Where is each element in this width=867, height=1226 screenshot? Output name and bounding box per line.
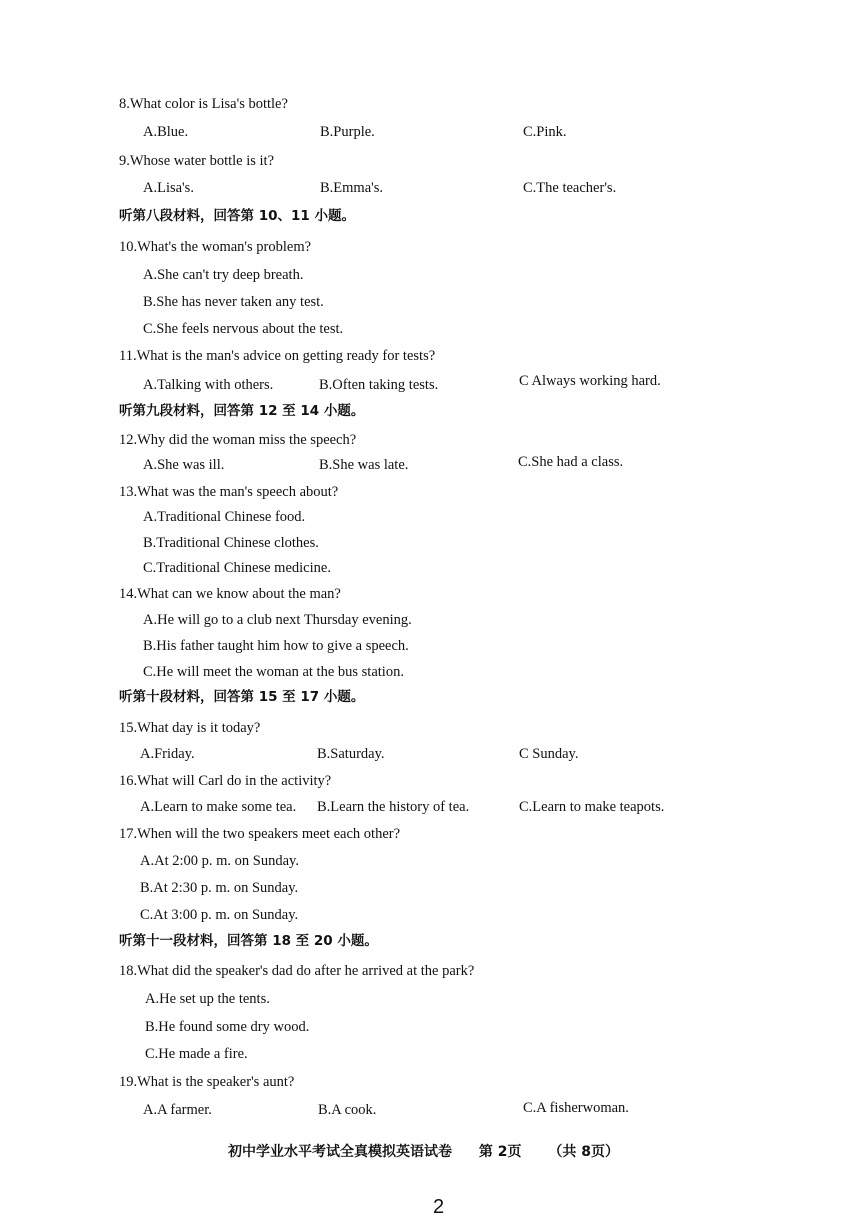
footer-page: 第 2页 xyxy=(478,1144,522,1160)
question-11: 11.What is the man's advice on getting ready for tests? xyxy=(119,348,436,364)
q16-option-b: B.Learn the history of tea. xyxy=(317,799,470,815)
q11-option-b: B.Often taking tests. xyxy=(319,377,439,393)
q13-option-a: A.Traditional Chinese food. xyxy=(143,509,306,525)
q19-option-c: C.A fisherwoman. xyxy=(523,1100,629,1116)
q10-option-b: B.She has never taken any test. xyxy=(143,294,324,310)
question-12: 12.Why did the woman miss the speech? xyxy=(119,432,357,448)
q16-option-c: C.Learn to make teapots. xyxy=(519,799,665,815)
q19-option-b: B.A cook. xyxy=(318,1102,377,1118)
section-8-heading: 听第八段材料，回答第 10、11 小题。 xyxy=(119,208,355,224)
q19-option-a: A.A farmer. xyxy=(143,1102,212,1118)
q15-option-c: C Sunday. xyxy=(519,746,579,762)
footer-total: （共 8页） xyxy=(548,1144,619,1160)
q12-option-c: C.She had a class. xyxy=(518,454,624,470)
q14-option-c: C.He will meet the woman at the bus station. xyxy=(143,664,404,680)
q14-option-a: A.He will go to a club next Thursday evening. xyxy=(143,612,412,628)
q17-option-b: B.At 2:30 p. m. on Sunday. xyxy=(140,880,299,896)
q9-option-c: C.The teacher's. xyxy=(523,180,617,196)
q18-option-c: C.He made a fire. xyxy=(145,1046,248,1062)
question-18: 18.What did the speaker's dad do after he arrived at the park? xyxy=(119,963,475,979)
q9-option-a: A.Lisa's. xyxy=(143,180,194,196)
question-9: 9.Whose water bottle is it? xyxy=(119,153,275,169)
q11-option-c: C Always working hard. xyxy=(519,373,661,389)
question-8: 8.What color is Lisa's bottle? xyxy=(119,96,288,112)
question-14: 14.What can we know about the man? xyxy=(119,586,341,602)
section-9-heading: 听第九段材料，回答第 12 至 14 小题。 xyxy=(119,403,365,419)
question-15: 15.What day is it today? xyxy=(119,720,261,736)
section-10-heading: 听第十段材料，回答第 15 至 17 小题。 xyxy=(119,689,365,705)
question-17: 17.When will the two speakers meet each other? xyxy=(119,826,401,842)
page-footer xyxy=(228,1141,641,1161)
q15-option-a: A.Friday. xyxy=(140,746,195,762)
q14-option-b: B.His father taught him how to give a speech. xyxy=(143,638,409,654)
question-10: 10.What's the woman's problem? xyxy=(119,239,312,255)
q12-option-a: A.She was ill. xyxy=(143,457,225,473)
q17-option-c: C.At 3:00 p. m. on Sunday. xyxy=(140,907,299,923)
q17-option-a: A.At 2:00 p. m. on Sunday. xyxy=(140,853,299,869)
question-16: 16.What will Carl do in the activity? xyxy=(119,773,332,789)
q16-option-a: A.Learn to make some tea. xyxy=(140,799,297,815)
footer-title: 初中学业水平考试全真模拟英语试卷 xyxy=(228,1144,452,1160)
section-11-heading: 听第十一段材料，回答第 18 至 20 小题。 xyxy=(119,933,378,949)
q18-option-a: A.He set up the tents. xyxy=(145,991,270,1007)
q10-option-a: A.She can't try deep breath. xyxy=(143,267,304,283)
q13-option-b: B.Traditional Chinese clothes. xyxy=(143,535,319,551)
q12-option-b: B.She was late. xyxy=(319,457,409,473)
question-13: 13.What was the man's speech about? xyxy=(119,484,339,500)
q15-option-b: B.Saturday. xyxy=(317,746,385,762)
question-19: 19.What is the speaker's aunt? xyxy=(119,1074,295,1090)
page-number: 2 xyxy=(433,1196,445,1218)
q11-option-a: A.Talking with others. xyxy=(143,377,274,393)
q18-option-b: B.He found some dry wood. xyxy=(145,1019,310,1035)
q13-option-c: C.Traditional Chinese medicine. xyxy=(143,560,331,576)
q8-option-a: A.Blue. xyxy=(143,124,189,140)
q9-option-b: B.Emma's. xyxy=(320,180,384,196)
q10-option-c: C.She feels nervous about the test. xyxy=(143,321,344,337)
q8-option-b: B.Purple. xyxy=(320,124,375,140)
q8-option-c: C.Pink. xyxy=(523,124,567,140)
